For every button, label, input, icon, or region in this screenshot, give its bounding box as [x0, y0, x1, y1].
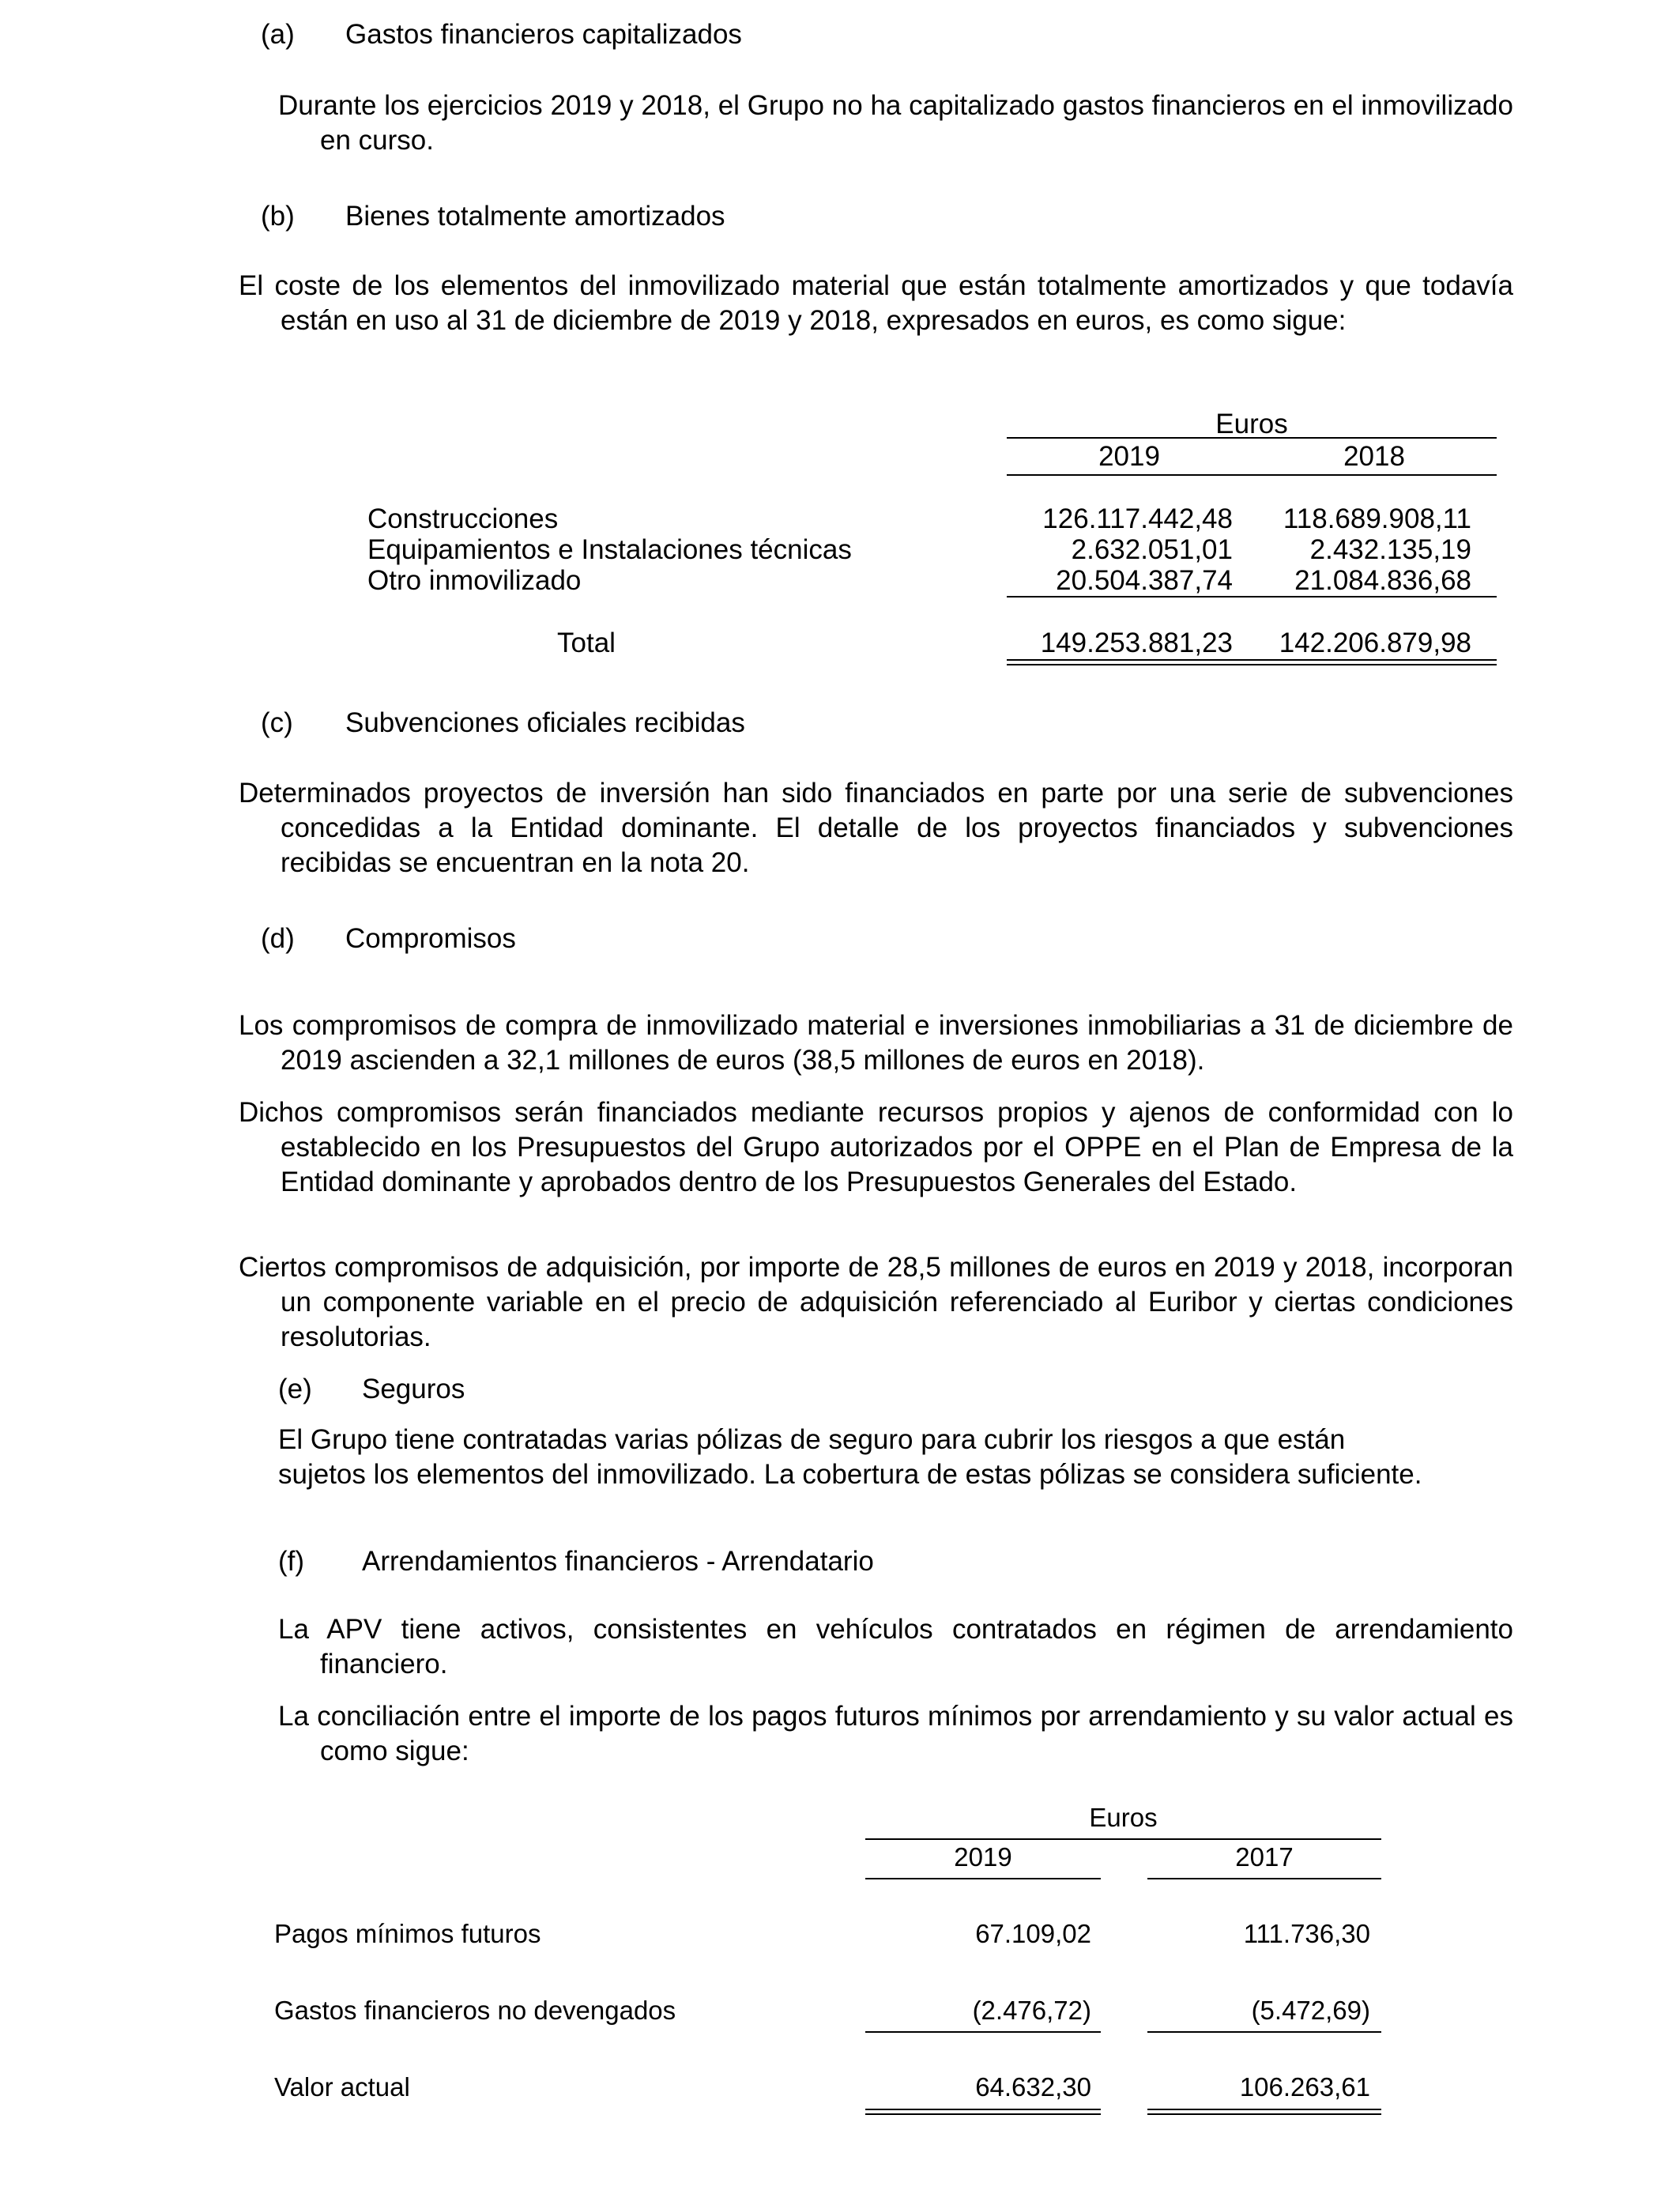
- table-b-cell: 2.632.051,01: [1071, 534, 1233, 565]
- table-b-col-2019: 2019: [1098, 441, 1160, 472]
- table-f-col-2019: 2019: [954, 1842, 1012, 1872]
- table-b-cell: 126.117.442,48: [1042, 503, 1233, 534]
- section-a-heading: [261, 17, 295, 52]
- table-b-cell: 118.689.908,11: [1283, 503, 1471, 534]
- table-f-colheader-rule-1: [865, 1878, 1101, 1879]
- table-f-cell: (5.472,69): [1251, 1996, 1370, 2025]
- section-d-paragraph-2: Dichos compromisos serán financiados mediante recursos propios y ajenos de conformidad con lo establecido en los Presupuestos del Grupo autorizados por el OPPE en el Plan de Empresa de la Entidad dominante y aprobados dentro de los Presupuestos Generales del Estado.: [239, 1097, 1513, 1197]
- table-b-row-label: Construcciones: [367, 503, 559, 534]
- table-f-subtotal-rule-1: [865, 2031, 1101, 2033]
- section-f-letter: (f): [278, 1546, 305, 1577]
- table-b-unit-header: Euros: [1215, 409, 1288, 439]
- section-f-paragraph-2: La conciliación entre el importe de los pagos futuros mínimos por arrendamiento y su valor actual es como sigue:: [278, 1701, 1513, 1766]
- table-b-total-cell: 149.253.881,23: [1040, 628, 1233, 658]
- section-e-letter: (e): [278, 1374, 312, 1404]
- table-f-cell: 111.736,30: [1243, 1919, 1370, 1948]
- table-f-total-double-rule-2: [1147, 2109, 1381, 2115]
- table-f-unit-header: Euros: [1089, 1803, 1158, 1832]
- section-b-letter: (b): [261, 201, 295, 232]
- section-e-paragraph: El Grupo tiene contratadas varias pólizas de seguro para cubrir los riesgos a que están sujetos los elementos del inmovilizado. La cobertura de estas pólizas se considera suficiente.: [278, 1424, 1422, 1490]
- table-f-row-label: Gastos financieros no devengados: [274, 1996, 676, 2025]
- section-c-paragraph: Determinados proyectos de inversión han sido financiados en parte por una serie de subvenciones concedidas a la Entidad dominante. El detalle de los proyectos financiados y subvenciones recibidas se encuentran en la nota 20.: [239, 778, 1513, 878]
- table-f-total-label: Valor actual: [274, 2072, 410, 2102]
- table-b-cell: 21.084.836,68: [1294, 565, 1471, 596]
- table-f-total-cell: 106.263,61: [1239, 2072, 1370, 2102]
- section-d-paragraph-3: Ciertos compromisos de adquisición, por importe de 28,5 millones de euros en 2019 y 2018, incorporan un componente variable en el precio de adquisición referenciado al Euribor y ciertas condiciones resolutorias.: [239, 1252, 1513, 1352]
- table-b-colheader-rule: [1007, 474, 1497, 476]
- section-a-title: Gastos financieros capitalizados: [345, 19, 742, 50]
- section-e-title: Seguros: [362, 1374, 465, 1404]
- table-f-col-2017: 2017: [1235, 1842, 1294, 1872]
- table-b-total-cell: 142.206.879,98: [1279, 628, 1471, 658]
- section-c-letter: (c): [261, 707, 293, 738]
- table-b-cell: 2.432.135,19: [1309, 534, 1471, 565]
- table-f-total-double-rule-1: [865, 2109, 1101, 2115]
- section-c-title: Subvenciones oficiales recibidas: [345, 707, 745, 738]
- table-b-subtotal-rule: [1007, 596, 1497, 598]
- table-f-cell: (2.476,72): [972, 1996, 1091, 2025]
- table-f-cell: 67.109,02: [975, 1919, 1091, 1948]
- section-d-letter: (d): [261, 923, 295, 954]
- table-f-colheader-rule-2: [1147, 1878, 1381, 1879]
- table-f-subtotal-rule-2: [1147, 2031, 1381, 2033]
- table-b-row-label: Otro inmovilizado: [367, 565, 582, 596]
- section-d-paragraph-1: Los compromisos de compra de inmovilizado material e inversiones inmobiliarias a 31 de diciembre de 2019 ascienden a 32,1 millones de euros (38,5 millones de euros en 2018).: [239, 1010, 1513, 1076]
- section-f-title: Arrendamientos financieros - Arrendatario: [362, 1546, 874, 1577]
- section-f-paragraph-1: La APV tiene activos, consistentes en vehículos contratados en régimen de arrendamiento financiero.: [278, 1614, 1513, 1679]
- table-b-col-2018: 2018: [1343, 441, 1405, 472]
- section-a-paragraph: Durante los ejercicios 2019 y 2018, el Grupo no ha capitalizado gastos financieros en el inmovilizado en curso.: [278, 90, 1513, 156]
- section-a-letter: (a): [261, 19, 295, 50]
- table-f-total-cell: 64.632,30: [975, 2072, 1091, 2102]
- table-b-header-rule: [1007, 437, 1497, 439]
- table-b-cell: 20.504.387,74: [1056, 565, 1233, 596]
- table-b-total-label: Total: [557, 628, 616, 658]
- section-d-title: Compromisos: [345, 923, 516, 954]
- table-b-row-label: Equipamientos e Instalaciones técnicas: [367, 534, 852, 565]
- table-b-total-double-rule: [1007, 659, 1497, 665]
- section-b-title: Bienes totalmente amortizados: [345, 201, 725, 232]
- table-f-row-label: Pagos mínimos futuros: [274, 1919, 541, 1948]
- section-b-paragraph: El coste de los elementos del inmovilizado material que están totalmente amortizados y que todavía están en uso al 31 de diciembre de 2019 y 2018, expresados en euros, es como sigue:: [239, 270, 1513, 336]
